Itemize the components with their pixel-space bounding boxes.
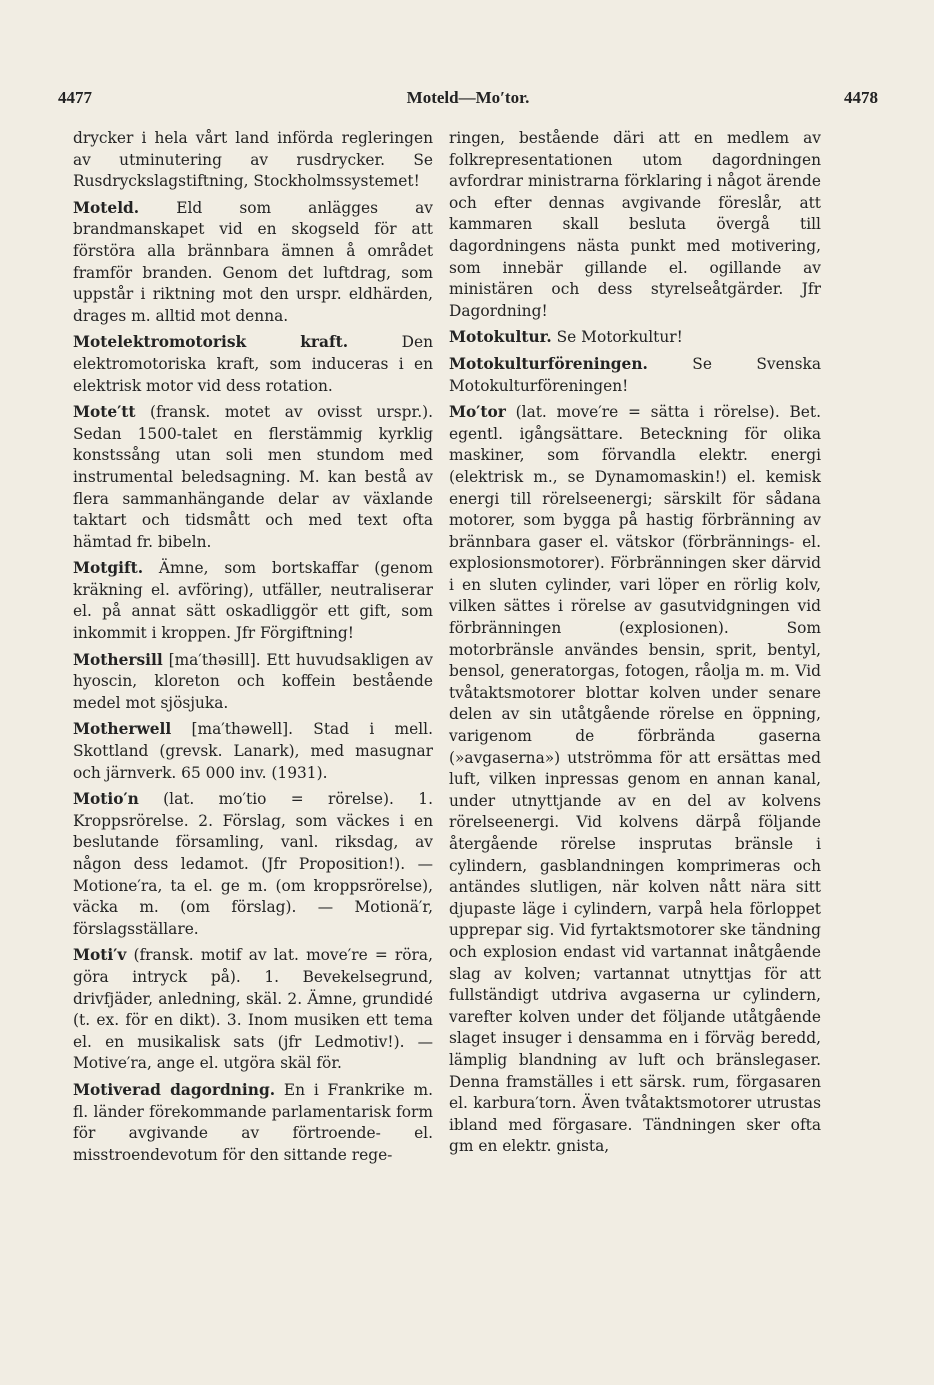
entry-text: drycker i hela vårt land införda regleringen av utminutering av rusdrycker. Se Rusdryckslagstiftning, Stockholmssystemet! — [73, 129, 433, 191]
entry-text: En i Frankrike m. fl. länder förekommande parlamentarisk form för avgivande av förtroende- el. misstroendevotum för den sittande rege- — [73, 1080, 433, 1164]
left-page-number: 4477 — [58, 88, 92, 107]
entry-headword: Mo′tor — [449, 403, 506, 422]
entry-continuation — [449, 128, 821, 322]
entry-motokulturforeningen — [449, 354, 821, 397]
entry-continuation — [73, 128, 433, 193]
entry-text: Se Motorkultur! — [556, 328, 683, 347]
entry-motelektromotorisk-kraft — [73, 332, 433, 397]
entry-headword: Motiverad dagordning. — [73, 1080, 276, 1099]
right-page-number: 4478 — [844, 88, 878, 107]
entry-text: (lat. mo′tio = rörelse). 1. Kroppsrörelse. 2. Förslag, som väckes i en beslutande församling, vanl. riksdag, av någon dess ledamot. (Jfr Proposition!). — Motione′ra, ta el. ge m. (om kroppsrörelse), väcka m. (om förslag). — Motionä′r, förslagsställare. — [73, 790, 433, 938]
entry-headword: Motokulturföreningen. — [449, 354, 648, 373]
entry-headword: Moti′v — [73, 946, 127, 965]
entry-text: Den elektromotoriska kraft, som induceras i en elektrisk motor vid dess rotation. — [73, 333, 433, 395]
entry-headword: Motherwell — [73, 720, 172, 739]
left-column — [73, 128, 433, 1171]
entry-headword: Mothersill — [73, 650, 163, 669]
entry-headword: Mote′tt — [73, 403, 136, 422]
running-title: Moteld—Mo′tor. — [406, 88, 530, 107]
entry-motgift — [73, 558, 433, 644]
entry-headword: Motokultur. — [449, 328, 552, 347]
entry-text: [ma′thəsill]. Ett huvudsakligen av hyoscin, kloreton och koffein bestående medel mot sjösjuka. — [73, 650, 433, 712]
entry-text: (lat. move′re = sätta i rörelse). Bet. egentl. igångsättare. Beteckning för olika maskiner, som förvandla elektr. energi (elektrisk m., se Dynamomaskin!) el. kemisk energi till rörelseenergi; särskilt för sådana motorer, som bygga på hastig förbränning av brännbara gaser el. vätskor (förbrännings- el. explosionsmotorer). Förbränningen sker därvid i en sluten cylinder, vari löper en rörlig kolv, vilken sättes i rörelse av gasutvidgningen vid förbränningen (explosionen). Som motorbränsle användes bensin, sprit, bentyl, bensol, generatorgas, fotogen, råolja m. m. Vid tvåtaktsmotorer blottar kolven under senare delen av sin utåtgående rörelse en öppning, varigenom de förbrända gaserna (»avgaserna») utströmma för att ersättas med luft, vilken inpressas genom en annan kanal, under utnyttjande av en del av kolvens rörelseenergi. Vid kolvens därpå följande återgående rörelse insprutas bränsle i cylindern, gasblandningen komprimeras och antändes slutligen, när kolven nått nära sitt djupaste läge i cylindern, varpå hela förloppet upprepar sig. Vid fyrtaktsmotorer ske tändning och explosion endast vid vartannat inåtgående slag av kolven; vartannat utnyttjas för att fullständigt utdriva avgaserna ur cylindern, varefter kolven under det följande utåtgående slaget insuger i densamma en i förväg beredd, lämplig blandning av luft och bränslegaser. Denna framställes i ett särsk. rum, förgasaren el. karbura′torn. Även tvåtaktsmotorer utrustas ibland med förgasare. Tändningen sker ofta gm en elektr. gnista, — [449, 403, 821, 1156]
entry-text: ringen, bestående däri att en medlem av folkrepresentationen utom dagordningen avfordrar ministrarna förklaring i något ärende och efter dennas avgivande föreslår, att kammaren skall besluta övergå till dagordningens nästa punkt med motivering, som innebär gillande el. ogillande av ministären och dess styrelseåtgärder. Jfr Dagordning! — [449, 129, 821, 320]
right-column — [449, 128, 821, 1163]
entry-text: (fransk. motet av ovisst urspr.). Sedan 1500-talet en flerstämmig kyrklig konstssång utan soli men stundom med instrumental beledsagning. M. kan bestå av flera sammanhängande delar av växlande taktart och tidsmått och med text ofta hämtad fr. bibeln. — [73, 403, 433, 551]
entry-text: Se Svenska Motokulturföreningen! — [449, 354, 821, 395]
entry-text: Eld som anlägges av brandmanskapet vid en skogseld för att förstöra alla brännbara ämnen å området framför branden. Genom det luftdrag, som uppstår i riktning mot den urspr. eldhärden, drages m. alltid mot denna. — [73, 198, 433, 325]
entry-motor — [449, 402, 821, 1158]
entry-headword: Motio′n — [73, 790, 139, 809]
entry-headword: Moteld. — [73, 198, 140, 217]
entry-text: Ämne, som bortskaffar (genom kräkning el. avföring), utfäller, neutraliserar el. på annat sätt oskadliggör ett gift, som inkommit i kroppen. Jfr Förgiftning! — [73, 559, 433, 643]
entry-motherwell — [73, 719, 433, 784]
entry-motett — [73, 402, 433, 553]
entry-text: [ma′thəwell]. Stad i mell. Skottland (grevsk. Lanark), med masugnar och järnverk. 65 000 inv. (1931). — [73, 720, 433, 782]
entry-motion — [73, 789, 433, 940]
entry-text: (fransk. motif av lat. move′re = röra, göra intryck på). 1. Bevekelsegrund, drivfjäder, anledning, skäl. 2. Ämne, grundidé (t. ex. för en dikt). 3. Inom musiken ett tema el. en musikalisk sats (jfr Ledmotiv!). — Motive′ra, ange el. utgöra skäl för. — [73, 946, 433, 1073]
entry-motiverad-dagordning — [73, 1080, 433, 1166]
entry-headword: Motelektromotorisk kraft. — [73, 333, 349, 352]
page-header — [58, 88, 878, 118]
entry-mothersill — [73, 650, 433, 715]
entry-motiv — [73, 945, 433, 1075]
entry-headword: Motgift. — [73, 559, 144, 578]
entry-motokultur — [449, 327, 821, 349]
entry-moteld — [73, 198, 433, 328]
